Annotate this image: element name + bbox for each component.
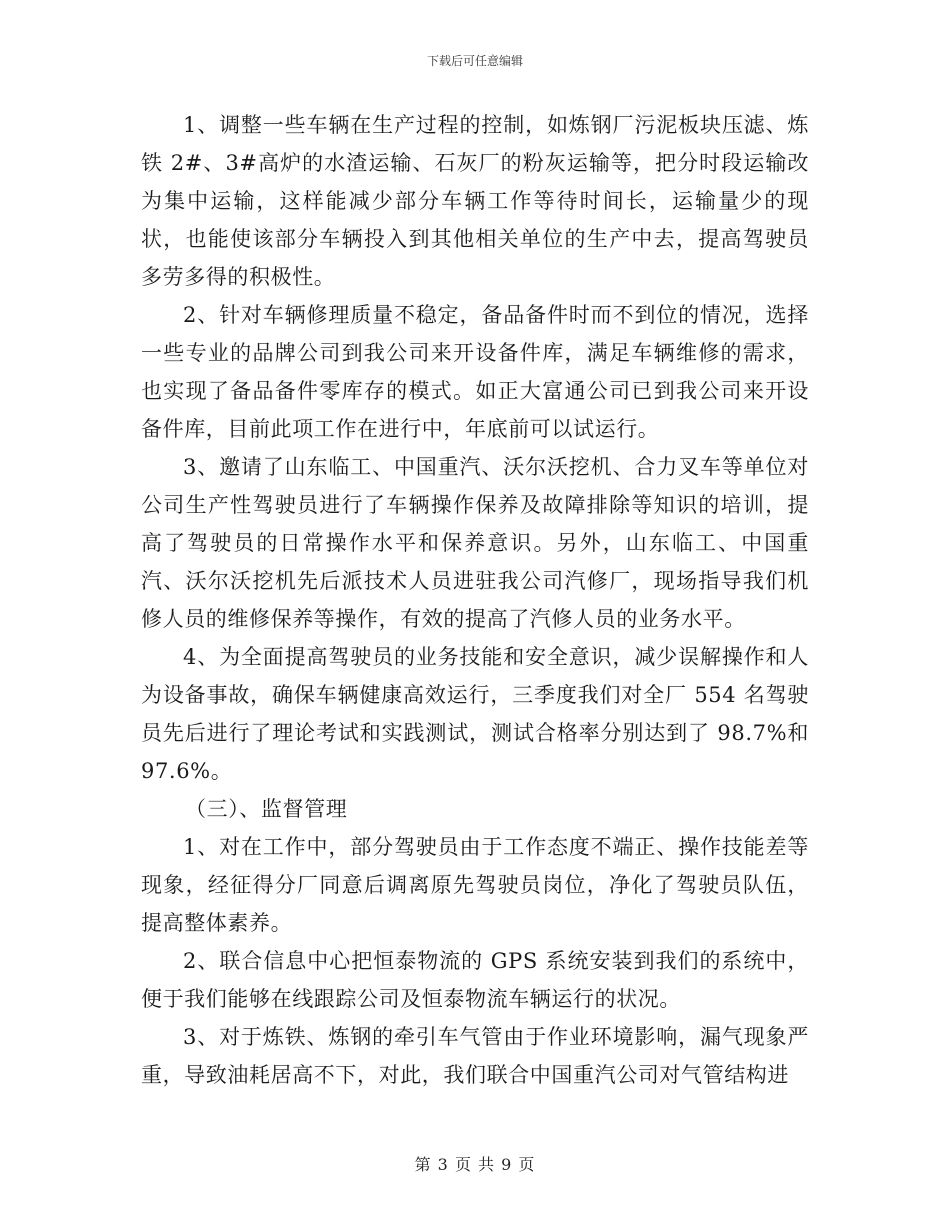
paragraph-7: 3、对于炼铁、炼钢的牵引车气管由于作业环境影响，漏气现象严重，导致油耗居高不下，对此，我们联合中国重汽公司对气管结构进: [141, 1025, 809, 1087]
section-heading: （三）、监督管理: [185, 797, 348, 821]
page-number-footer: 第 3 页 共 9 页: [414, 1155, 536, 1174]
paragraph-5: 1、对在工作中，部分驾驶员由于工作态度不端正、操作技能差等现象，经征得分厂同意后调离原先驾驶员岗位，净化了驾驶员队伍，提高整体素养。: [141, 835, 809, 935]
paragraph-1: 1、调整一些车辆在生产过程的控制，如炼钢厂污泥板块压滤、炼铁 2#、3#高炉的水渣运输、石灰厂的粉灰运输等，把分时段运输改为集中运输，这样能减少部分车辆工作等待时间长，运输量少的现状，也能使该部分车辆投入到其他相关单位的生产中去，提高驾驶员多劳多得的积极性。: [141, 113, 809, 289]
paragraph-3: 3、邀请了山东临工、中国重汽、沃尔沃挖机、合力叉车等单位对公司生产性驾驶员进行了车辆操作保养及故障排除等知识的培训，提高了驾驶员的日常操作水平和保养意识。另外，山东临工、中国重汽、沃尔沃挖机先后派技术人员进驻我公司汽修厂，现场指导我们机修人员的维修保养等操作，有效的提高了汽修人员的业务水平。: [141, 455, 809, 631]
paragraph-4: 4、为全面提高驾驶员的业务技能和安全意识，减少误解操作和人为设备事故，确保车辆健康高效运行，三季度我们对全厂 554 名驾驶员先后进行了理论考试和实践测试，测试合格率分别达到了 98.7%和 97.6%。: [141, 645, 809, 783]
paragraph-2: 2、针对车辆修理质量不稳定，备品备件时而不到位的情况，选择一些专业的品牌公司到我公司来开设备件库，满足车辆维修的需求，也实现了备品备件零库存的模式。如正大富通公司已到我公司来开设备件库，目前此项工作在进行中，年底前可以试运行。: [141, 303, 809, 441]
paragraph-6: 2、联合信息中心把恒泰物流的 GPS 系统安装到我们的系统中，便于我们能够在线跟踪公司及恒泰物流车辆运行的状况。: [141, 949, 809, 1011]
document-body: [141, 106, 809, 1094]
header-note: 下载后可任意编辑: [426, 54, 523, 68]
